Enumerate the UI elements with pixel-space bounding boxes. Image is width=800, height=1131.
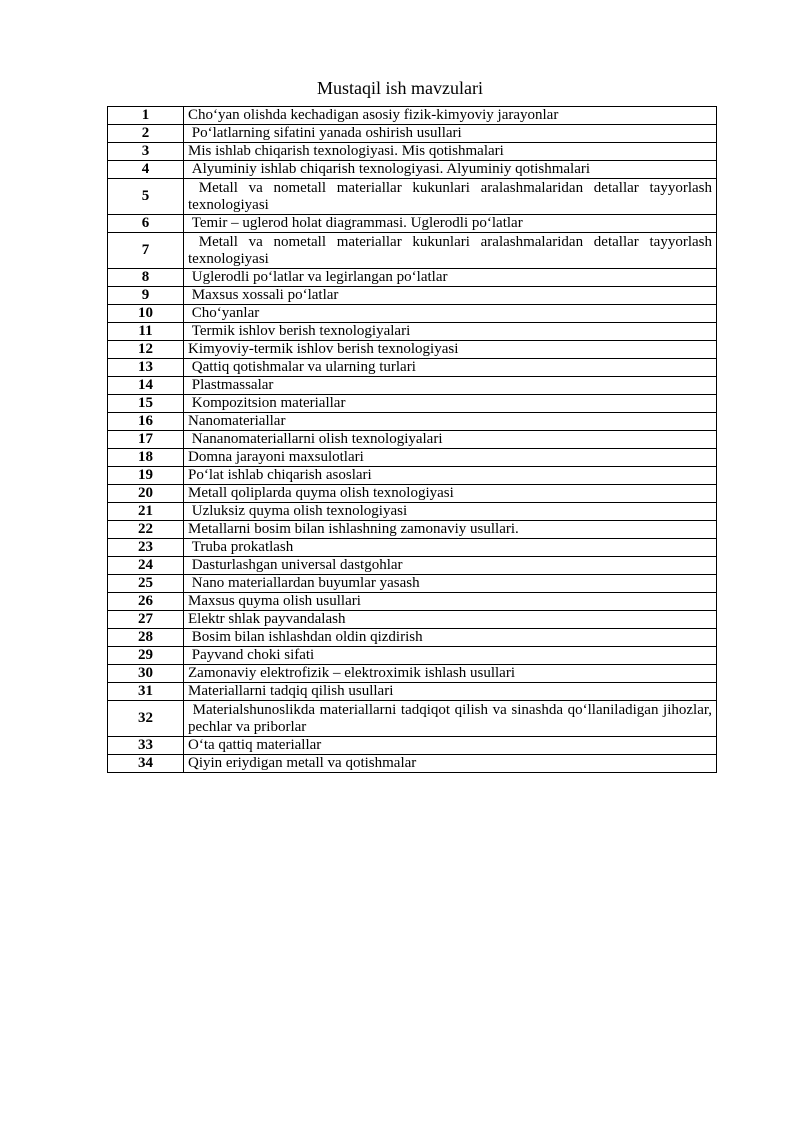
table-row: [108, 125, 717, 143]
row-number: 18: [108, 449, 184, 467]
table-row: [108, 359, 717, 377]
topic-text: Temir – uglerod holat diagrammasi. Uglerodli po‘latlar: [184, 215, 717, 233]
row-number: 33: [108, 737, 184, 755]
topic-text: Materiallarni tadqiq qilish usullari: [184, 683, 717, 701]
row-number: 15: [108, 395, 184, 413]
table-row: [108, 269, 717, 287]
row-number: 2: [108, 125, 184, 143]
topic-text: Materialshunoslikda materiallarni tadqiqot qilish va sinashda qo‘llaniladigan jihozlar, pechlar va priborlar: [184, 701, 717, 737]
table-row: [108, 629, 717, 647]
table-row: [108, 233, 717, 269]
topics-table-body: [108, 107, 717, 773]
row-number: 29: [108, 647, 184, 665]
row-number: 12: [108, 341, 184, 359]
row-number: 6: [108, 215, 184, 233]
topic-text: Cho‘yan olishda kechadigan asosiy fizik-kimyoviy jarayonlar: [184, 107, 717, 125]
topic-text: Plastmassalar: [184, 377, 717, 395]
topic-text: Uglerodli po‘latlar va legirlangan po‘latlar: [184, 269, 717, 287]
topic-text: Kompozitsion materiallar: [184, 395, 717, 413]
row-number: 30: [108, 665, 184, 683]
row-number: 8: [108, 269, 184, 287]
topic-text: Maxsus quyma olish usullari: [184, 593, 717, 611]
topic-text: Po‘latlarning sifatini yanada oshirish usullari: [184, 125, 717, 143]
topic-text: Maxsus xossali po‘latlar: [184, 287, 717, 305]
row-number: 16: [108, 413, 184, 431]
table-row: [108, 539, 717, 557]
row-number: 19: [108, 467, 184, 485]
table-row: [108, 143, 717, 161]
topic-text: Domna jarayoni maxsulotlari: [184, 449, 717, 467]
row-number: 4: [108, 161, 184, 179]
topic-text: Payvand choki sifati: [184, 647, 717, 665]
table-row: [108, 503, 717, 521]
table-row: [108, 431, 717, 449]
topic-text: Metall qoliplarda quyma olish texnologiyasi: [184, 485, 717, 503]
topic-text: Metallarni bosim bilan ishlashning zamonaviy usullari.: [184, 521, 717, 539]
table-row: [108, 449, 717, 467]
table-row: [108, 611, 717, 629]
table-row: [108, 377, 717, 395]
row-number: 34: [108, 755, 184, 773]
topic-text: Alyuminiy ishlab chiqarish texnologiyasi. Alyuminiy qotishmalari: [184, 161, 717, 179]
row-number: 20: [108, 485, 184, 503]
table-row: [108, 305, 717, 323]
topic-text: Mis ishlab chiqarish texnologiyasi. Mis qotishmalari: [184, 143, 717, 161]
row-number: 10: [108, 305, 184, 323]
topic-text: Qattiq qotishmalar va ularning turlari: [184, 359, 717, 377]
table-row: [108, 467, 717, 485]
topic-text: Cho‘yanlar: [184, 305, 717, 323]
table-row: [108, 485, 717, 503]
row-number: 7: [108, 233, 184, 269]
row-number: 25: [108, 575, 184, 593]
row-number: 32: [108, 701, 184, 737]
topic-text: Kimyoviy-termik ishlov berish texnologiyasi: [184, 341, 717, 359]
row-number: 9: [108, 287, 184, 305]
table-row: [108, 683, 717, 701]
row-number: 5: [108, 179, 184, 215]
topic-text: Zamonaviy elektrofizik – elektroximik ishlash usullari: [184, 665, 717, 683]
topic-text: O‘ta qattiq materiallar: [184, 737, 717, 755]
row-number: 24: [108, 557, 184, 575]
topic-text: Dasturlashgan universal dastgohlar: [184, 557, 717, 575]
row-number: 21: [108, 503, 184, 521]
table-row: [108, 593, 717, 611]
table-row: [108, 647, 717, 665]
page-title: Mustaqil ish mavzulari: [317, 78, 483, 98]
table-row: [108, 179, 717, 215]
row-number: 23: [108, 539, 184, 557]
topic-text: Qiyin eriydigan metall va qotishmalar: [184, 755, 717, 773]
table-row: [108, 413, 717, 431]
table-row: [108, 521, 717, 539]
topic-text: Elektr shlak payvandalash: [184, 611, 717, 629]
row-number: 1: [108, 107, 184, 125]
row-number: 22: [108, 521, 184, 539]
row-number: 28: [108, 629, 184, 647]
table-row: [108, 575, 717, 593]
table-row: [108, 323, 717, 341]
table-row: [108, 701, 717, 737]
topic-text: Bosim bilan ishlashdan oldin qizdirish: [184, 629, 717, 647]
table-row: [108, 737, 717, 755]
table-row: [108, 341, 717, 359]
topics-table: [107, 106, 717, 773]
row-number: 3: [108, 143, 184, 161]
row-number: 27: [108, 611, 184, 629]
table-row: [108, 755, 717, 773]
topic-text: Truba prokatlash: [184, 539, 717, 557]
topic-text: Metall va nometall materiallar kukunlari aralashmalaridan detallar tayyorlash texnologiyasi: [184, 179, 717, 215]
row-number: 11: [108, 323, 184, 341]
row-number: 14: [108, 377, 184, 395]
topic-text: Termik ishlov berish texnologiyalari: [184, 323, 717, 341]
table-row: [108, 107, 717, 125]
row-number: 26: [108, 593, 184, 611]
table-row: [108, 395, 717, 413]
topic-text: Nananomateriallarni olish texnologiyalari: [184, 431, 717, 449]
topic-text: Metall va nometall materiallar kukunlari aralashmalaridan detallar tayyorlash texnologiyasi: [184, 233, 717, 269]
row-number: 31: [108, 683, 184, 701]
table-row: [108, 161, 717, 179]
topic-text: Nanomateriallar: [184, 413, 717, 431]
row-number: 13: [108, 359, 184, 377]
table-row: [108, 287, 717, 305]
table-row: [108, 665, 717, 683]
table-row: [108, 215, 717, 233]
row-number: 17: [108, 431, 184, 449]
topic-text: Po‘lat ishlab chiqarish asoslari: [184, 467, 717, 485]
topic-text: Uzluksiz quyma olish texnologiyasi: [184, 503, 717, 521]
topic-text: Nano materiallardan buyumlar yasash: [184, 575, 717, 593]
table-row: [108, 557, 717, 575]
